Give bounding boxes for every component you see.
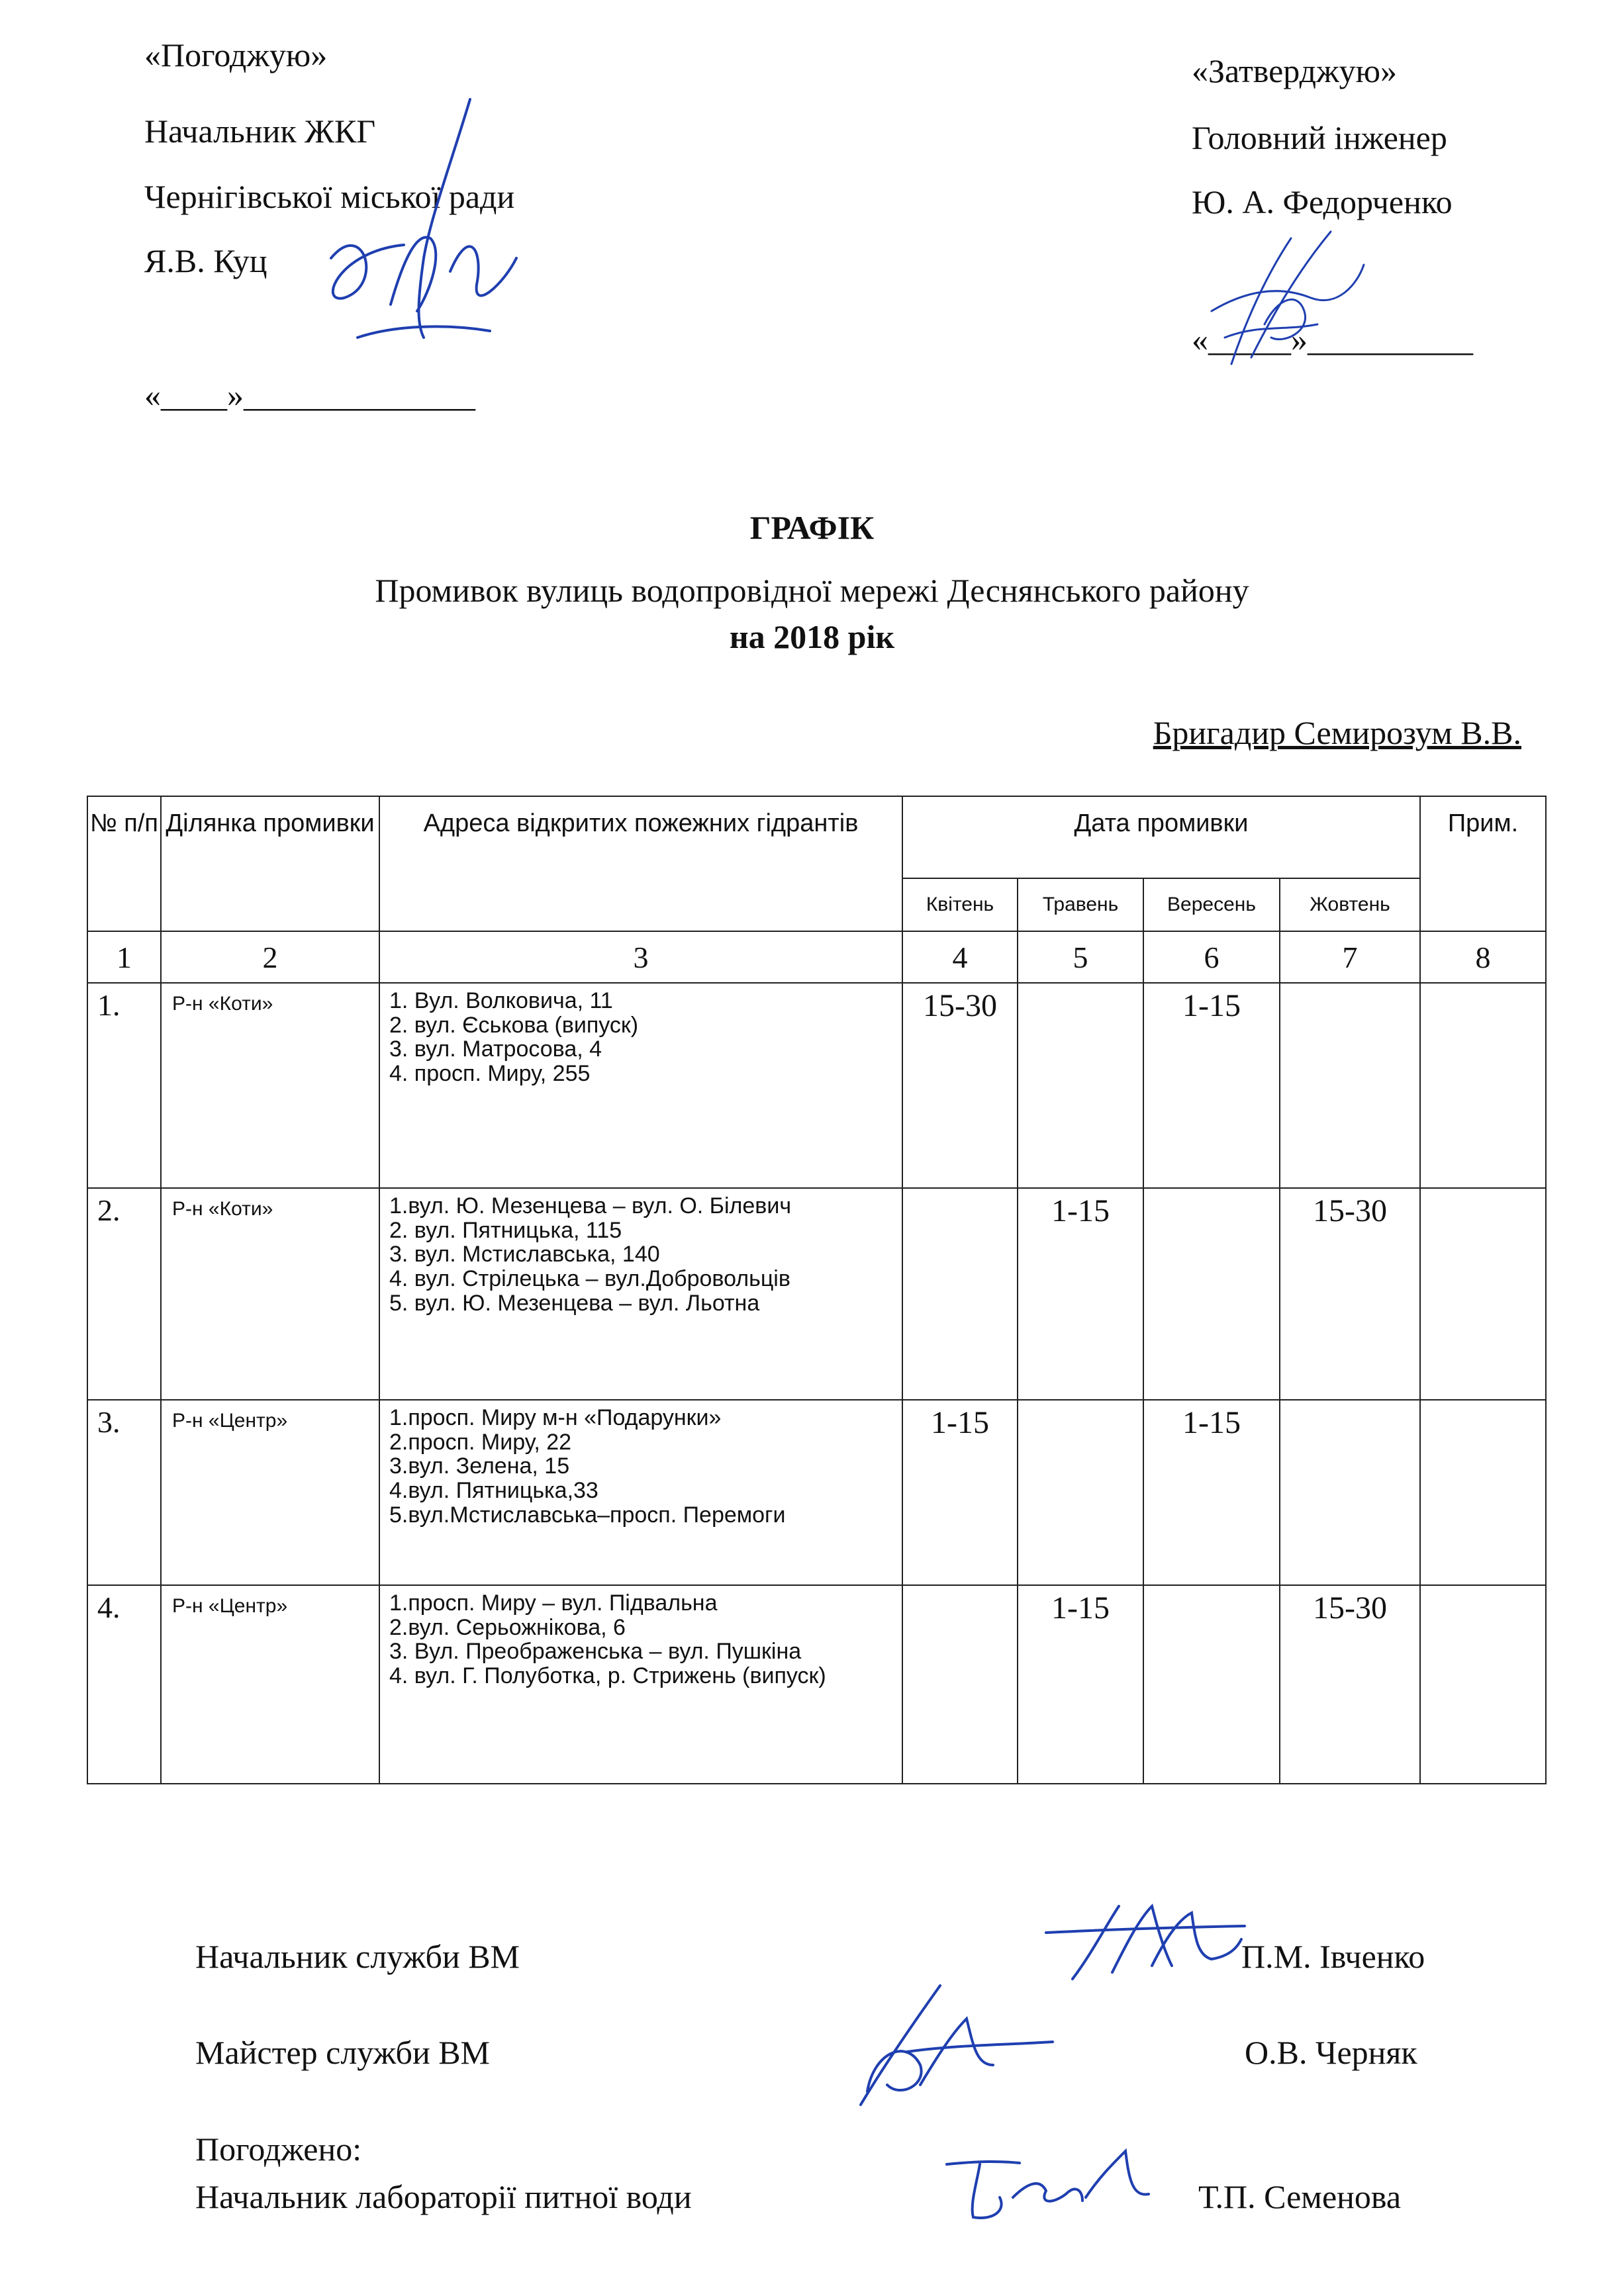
signatory-position: Начальник служби ВМ xyxy=(195,1938,520,1975)
address-item: 3.вул. Зелена, 15 xyxy=(389,1453,570,1479)
address-item: 4.вул. Пятницька,33 xyxy=(389,1478,598,1504)
document-year: на 2018 рік xyxy=(729,618,895,655)
row-number: 3. xyxy=(87,1400,161,1585)
address-item: 1. Вул. Волковича, 11 xyxy=(389,988,613,1013)
row-note xyxy=(1420,983,1546,1188)
address-item: 2. вул. Єськова (випуск) xyxy=(389,1012,639,1038)
approval-left-name: Я.В. Куц xyxy=(144,242,267,279)
table-row xyxy=(87,1585,1546,1784)
approval-left-date-line: «____»______________ xyxy=(144,377,475,414)
header-month-october: Жовтень xyxy=(1280,878,1420,931)
address-item: 4. просп. Миру, 255 xyxy=(389,1061,591,1087)
signature-head-vm xyxy=(1033,1893,1251,1992)
row-addresses xyxy=(379,1400,902,1585)
table-row xyxy=(87,1400,1546,1585)
row-addresses xyxy=(379,1585,902,1784)
approval-right-label: «Затверджую» xyxy=(1192,52,1397,89)
column-number: 1 xyxy=(87,931,161,983)
header-note: Прим. xyxy=(1420,796,1546,931)
address-item: 5.вул.Мстиславська–просп. Перемоги xyxy=(389,1502,786,1528)
address-item: 1.просп. Миру м-н «Подарунки» xyxy=(389,1405,722,1430)
column-number: 6 xyxy=(1143,931,1280,983)
brigadier-name: Бригадир Семирозум В.В. xyxy=(1153,714,1521,751)
approval-left-organization: Чернігівської міської ради xyxy=(144,178,515,215)
date-october xyxy=(1280,1400,1420,1585)
agreed-label: Погоджено: xyxy=(195,2131,362,2168)
header-number: № п/п xyxy=(87,796,161,931)
date-september xyxy=(1143,1188,1280,1400)
date-may xyxy=(1018,983,1143,1188)
signatory-name: О.В. Черняк xyxy=(1245,2034,1417,2071)
row-note xyxy=(1420,1400,1546,1585)
date-september: 1-15 xyxy=(1143,983,1280,1188)
row-addresses xyxy=(379,983,902,1188)
address-item: 4. вул. Стрілецька – вул.Добровольців xyxy=(389,1266,790,1292)
approval-left-position: Начальник ЖКГ xyxy=(144,113,376,150)
address-item: 2.просп. Миру, 22 xyxy=(389,1429,572,1455)
signature-master-vm xyxy=(841,1972,1059,2118)
date-april xyxy=(902,1188,1018,1400)
table-row xyxy=(87,1188,1546,1400)
address-item: 3. вул. Матросова, 4 xyxy=(389,1036,602,1062)
row-area: Р-н «Центр» xyxy=(161,1400,379,1585)
agreed-position: Начальник лабораторії питної води xyxy=(195,2178,692,2215)
row-area: Р-н «Коти» xyxy=(161,1188,379,1400)
address-item: 1.вул. Ю. Мезенцева – вул. О. Білевич xyxy=(389,1193,792,1218)
column-number-row xyxy=(87,931,1546,983)
address-item: 2.вул. Серьожнікова, 6 xyxy=(389,1614,626,1640)
date-may: 1-15 xyxy=(1018,1585,1143,1784)
date-april: 1-15 xyxy=(902,1400,1018,1585)
approval-right-position: Головний інженер xyxy=(1192,119,1447,156)
signatory-name: П.М. Івченко xyxy=(1241,1938,1425,1975)
address-item: 3. Вул. Преображенська – вул. Пушкіна xyxy=(389,1639,802,1665)
row-area: Р-н «Центр» xyxy=(161,1585,379,1784)
column-number: 3 xyxy=(379,931,902,983)
date-october xyxy=(1280,983,1420,1188)
column-number: 4 xyxy=(902,931,1018,983)
approval-right-name: Ю. А. Федорченко xyxy=(1192,183,1453,220)
header-month-april: Квітень xyxy=(902,878,1018,931)
column-number: 2 xyxy=(161,931,379,983)
column-number: 5 xyxy=(1018,931,1143,983)
row-number: 2. xyxy=(87,1188,161,1400)
signature-lab-head xyxy=(940,2138,1152,2224)
header-area: Ділянка промивки xyxy=(161,796,379,931)
row-note xyxy=(1420,1585,1546,1784)
date-april: 15-30 xyxy=(902,983,1018,1188)
column-number: 8 xyxy=(1420,931,1546,983)
document-title: ГРАФІК xyxy=(749,509,875,546)
date-october: 15-30 xyxy=(1280,1585,1420,1784)
date-october: 15-30 xyxy=(1280,1188,1420,1400)
date-may xyxy=(1018,1400,1143,1585)
flushing-schedule-table xyxy=(87,796,1547,1784)
signatory-position: Майстер служби ВМ xyxy=(195,2034,491,2071)
row-number: 4. xyxy=(87,1585,161,1784)
row-note xyxy=(1420,1188,1546,1400)
date-september xyxy=(1143,1585,1280,1784)
address-item: 3. вул. Мстиславська, 140 xyxy=(389,1242,660,1267)
date-april xyxy=(902,1585,1018,1784)
row-number: 1. xyxy=(87,983,161,1188)
header-month-may: Травень xyxy=(1018,878,1143,931)
signature-approval-left xyxy=(318,86,536,364)
table-row xyxy=(87,983,1546,1188)
date-may: 1-15 xyxy=(1018,1188,1143,1400)
row-area: Р-н «Коти» xyxy=(161,983,379,1188)
address-item: 1.просп. Миру – вул. Підвальна xyxy=(389,1590,718,1616)
approval-left-label: «Погоджую» xyxy=(144,36,328,73)
header-month-september: Вересень xyxy=(1143,878,1280,931)
address-item: 2. вул. Пятницька, 115 xyxy=(389,1217,622,1243)
row-addresses xyxy=(379,1188,902,1400)
document-subtitle: Промивок вулиць водопровідної мережі Деснянського району xyxy=(375,572,1249,609)
column-number: 7 xyxy=(1280,931,1420,983)
date-september: 1-15 xyxy=(1143,1400,1280,1585)
address-item: 4. вул. Г. Полуботка, р. Стрижень (випуск) xyxy=(389,1663,826,1689)
signature-approval-right xyxy=(1205,225,1377,377)
header-address: Адреса відкритих пожежних гідрантів xyxy=(379,796,902,931)
approval-right-date-line: «_____»__________ xyxy=(1192,321,1473,358)
header-flush-date: Дата промивки xyxy=(902,796,1420,878)
agreed-name: Т.П. Семенова xyxy=(1198,2178,1402,2215)
address-item: 5. вул. Ю. Мезенцева – вул. Льотна xyxy=(389,1290,760,1316)
